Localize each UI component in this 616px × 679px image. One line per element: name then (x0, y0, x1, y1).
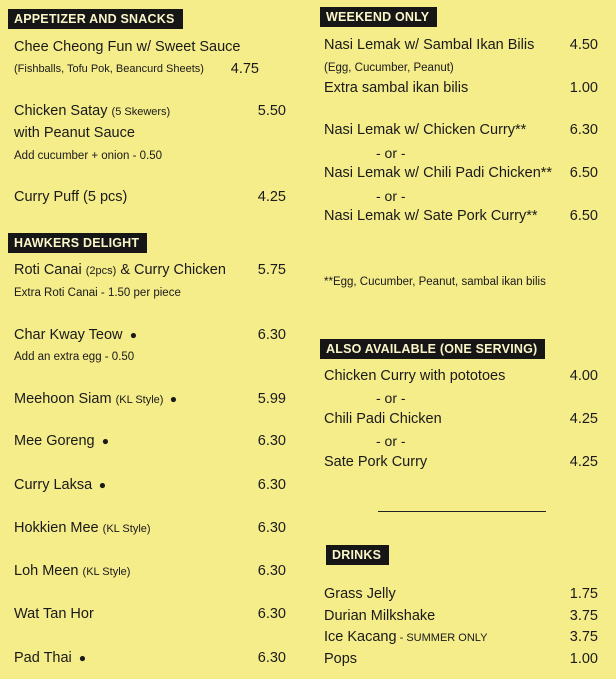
item-name: Loh Meen (14, 563, 79, 579)
item-price: 6.30 (257, 606, 286, 622)
item-price: 4.75 (230, 61, 259, 77)
or-separator: - or - (376, 433, 406, 449)
item-price: 1.00 (569, 651, 598, 667)
item-price: 6.30 (257, 520, 286, 536)
item-name: Pad Thai (14, 650, 72, 666)
item-price: 4.25 (569, 411, 598, 427)
item-style: (KL Style) (82, 566, 131, 578)
or-separator: - or - (376, 390, 406, 406)
or-separator: - or - (376, 145, 406, 161)
also-available-header: ALSO AVAILABLE (ONE SERVING) (320, 339, 545, 359)
item-note: - SUMMER ONLY (396, 632, 488, 644)
item-price: 1.00 (569, 80, 598, 96)
section-divider (378, 511, 546, 512)
drinks-header: DRINKS (326, 545, 389, 565)
chili-pepper-icon: ● (99, 433, 112, 449)
ckt-note: Add an extra egg - 0.50 (14, 351, 135, 363)
item-name: Durian Milkshake (324, 608, 436, 624)
item-qty: (5 Skewers) (111, 106, 171, 118)
item-name: Chee Cheong Fun w/ Sweet Sauce (14, 39, 241, 55)
item-price: 3.75 (569, 608, 598, 624)
item-price: 5.75 (257, 262, 286, 278)
item-price: 6.30 (257, 327, 286, 343)
item-price: 6.50 (569, 208, 598, 224)
roti-note: Extra Roti Canai - 1.50 per piece (14, 287, 181, 299)
item-price: 6.30 (257, 477, 286, 493)
item-price: 4.00 (569, 368, 598, 384)
chili-pepper-icon: ● (96, 477, 109, 493)
chili-pepper-icon: ● (76, 650, 89, 666)
item-price: 5.99 (257, 391, 286, 407)
item-name: Pops (324, 651, 358, 667)
item-style: (KL Style) (115, 394, 164, 406)
item-price: 4.25 (569, 454, 598, 470)
item-name: Nasi Lemak w/ Chicken Curry** (324, 122, 527, 138)
chili-pepper-icon: ● (168, 391, 180, 407)
hawkers-header: HAWKERS DELIGHT (8, 233, 147, 253)
item-price: 6.50 (569, 165, 598, 181)
item-name: Chili Padi Chicken (324, 411, 442, 427)
appetizer-header: APPETIZER AND SNACKS (8, 9, 183, 29)
item-qty: (2pcs) (85, 265, 117, 277)
item-name: Nasi Lemak w/ Sate Pork Curry** (324, 208, 538, 224)
item-name-rest: & Curry Chicken (116, 262, 226, 278)
item-name: Meehoon Siam (14, 391, 112, 407)
item-name: Chicken Satay (14, 103, 108, 119)
item-price: 6.30 (257, 650, 286, 666)
or-separator: - or - (376, 188, 406, 204)
item-price: 4.25 (257, 189, 286, 205)
item-name: Char Kway Teow (14, 327, 123, 343)
item-price: 1.75 (569, 586, 598, 602)
satay-note: Add cucumber + onion - 0.50 (14, 150, 162, 162)
weekend-header: WEEKEND ONLY (320, 7, 437, 27)
chili-pepper-icon: ● (127, 327, 139, 343)
item-name: Curry Puff (5 pcs) (14, 189, 128, 205)
item-price: 6.30 (257, 563, 286, 579)
item-price: 5.50 (257, 103, 286, 119)
item-name: Mee Goreng (14, 433, 95, 449)
item-price: 6.30 (569, 122, 598, 138)
item-name: Extra sambal ikan bilis (324, 80, 469, 96)
item-name: Chicken Curry with pototoes (324, 368, 506, 384)
item-name: Sate Pork Curry (324, 454, 428, 470)
item-price: 3.75 (569, 629, 598, 645)
item-name-line2: with Peanut Sauce (14, 125, 135, 141)
weekend-footnote: **Egg, Cucumber, Peanut, sambal ikan bilis (324, 276, 546, 288)
item-price: 6.30 (257, 433, 286, 449)
item-price: 4.50 (569, 37, 598, 53)
item-name: Wat Tan Hor (14, 606, 94, 622)
item-name: Ice Kacang (324, 629, 397, 645)
item-name: Roti Canai (14, 262, 86, 278)
item-style: (KL Style) (102, 523, 151, 535)
item-name: Nasi Lemak w/ Sambal Ikan Bilis (324, 37, 535, 53)
item-name: Grass Jelly (324, 586, 396, 602)
item-name: Curry Laksa (14, 477, 93, 493)
item-description: (Fishballs, Tofu Pok, Beancurd Sheets) (14, 63, 204, 75)
item-name: Nasi Lemak w/ Chili Padi Chicken** (324, 165, 553, 181)
nl1-sub: (Egg, Cucumber, Peanut) (324, 62, 454, 74)
item-name: Hokkien Mee (14, 520, 99, 536)
